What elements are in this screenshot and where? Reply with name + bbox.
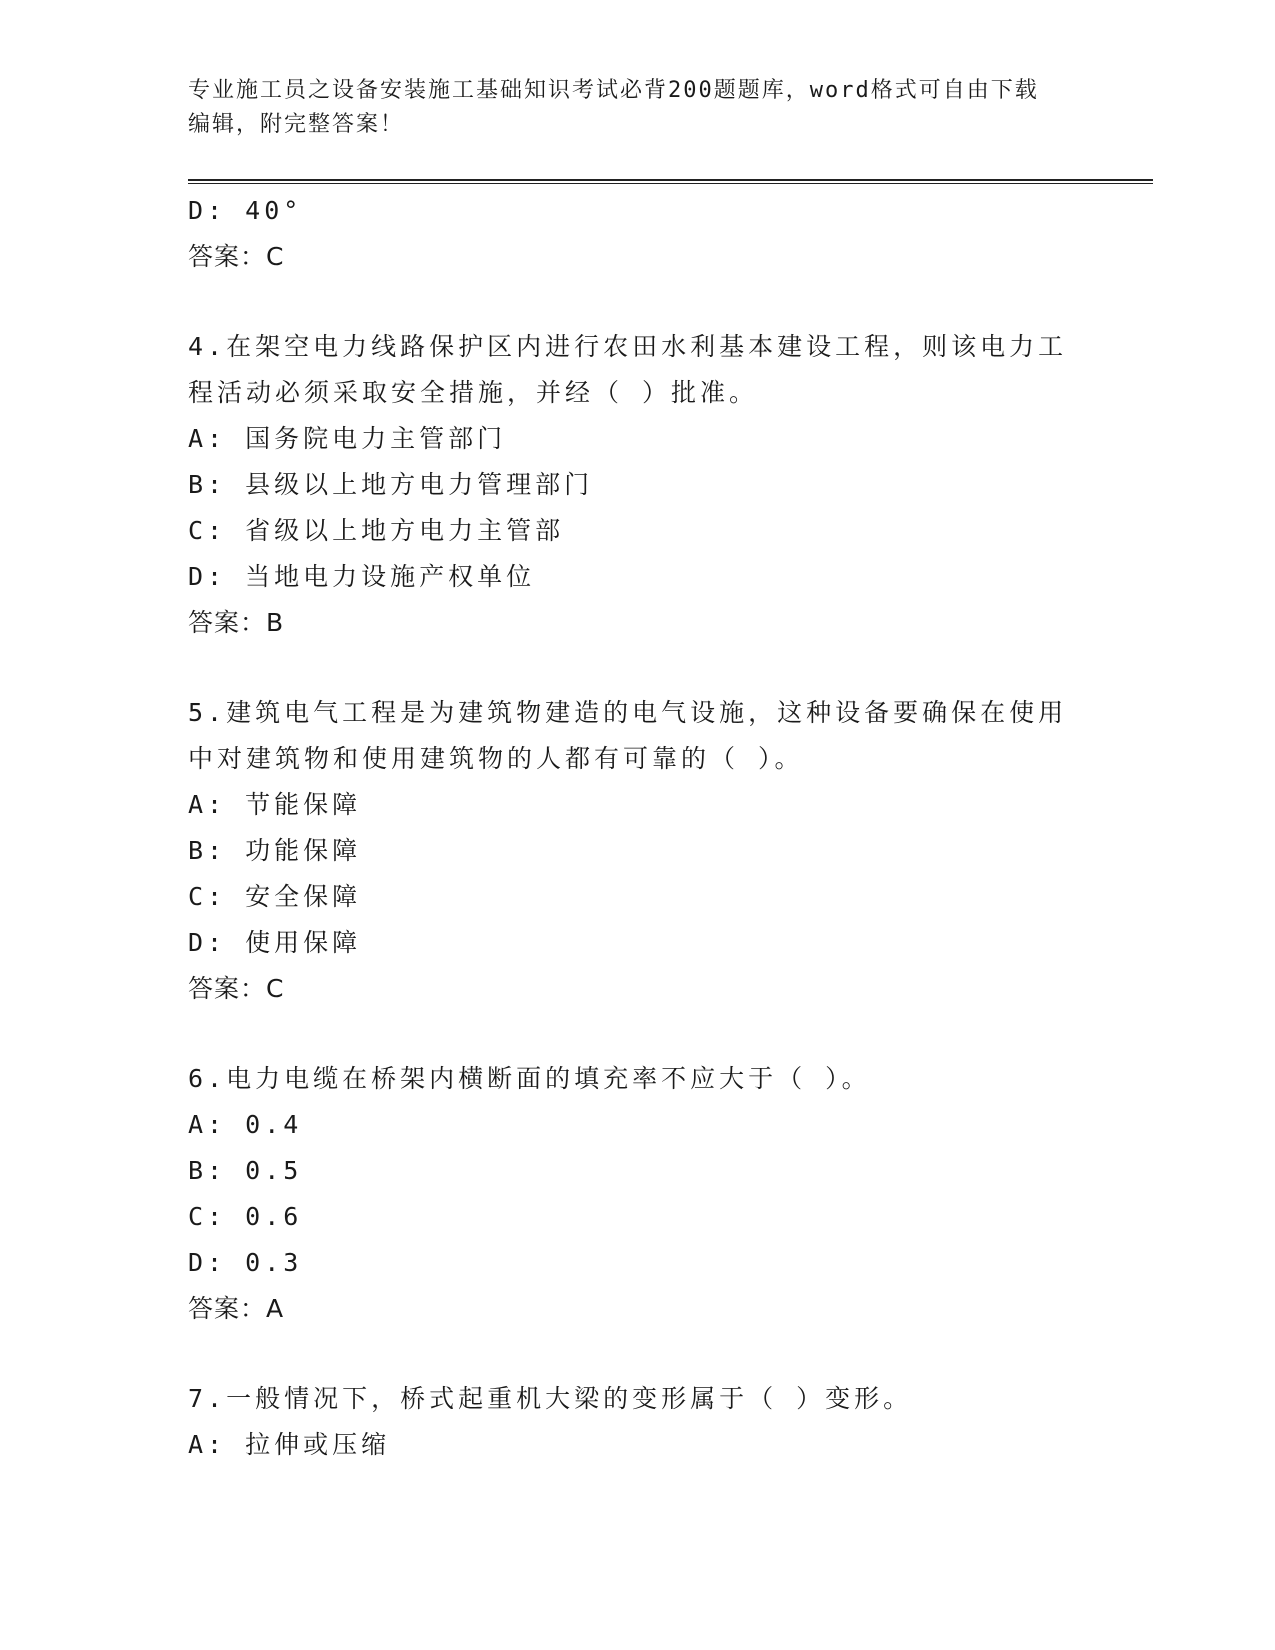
- q7-stem-line-1: 7.一般情况下，桥式起重机大梁的变形属于（ ）变形。: [188, 1384, 913, 1413]
- q5-option-c: C: 安全保障: [188, 882, 362, 911]
- q5-option-d: D: 使用保障: [188, 928, 362, 957]
- header-divider-thick: [188, 179, 1153, 181]
- q5-stem-line-1: 5.建筑电气工程是为建筑物建造的电气设施，这种设备要确保在使用: [188, 698, 1068, 727]
- question-4: [188, 324, 1088, 646]
- spacer: [188, 280, 1088, 324]
- q4-option-a: A: 国务院电力主管部门: [188, 424, 507, 453]
- q4-stem-line-1: 4.在架空电力线路保护区内进行农田水利基本建设工程，则该电力工: [188, 332, 1068, 361]
- spacer: [188, 1332, 1088, 1376]
- question-7: [188, 1376, 1088, 1468]
- header-title-line-2: 编辑，附完整答案！: [188, 112, 405, 137]
- q6-option-a: A: 0.4: [188, 1110, 303, 1139]
- q4-option-b: B: 县级以上地方电力管理部门: [188, 470, 594, 499]
- header-divider-thin: [188, 183, 1153, 184]
- question-6: [188, 1056, 1088, 1332]
- q7-option-a: A: 拉伸或压缩: [188, 1430, 391, 1459]
- q6-option-d: D: 0.3: [188, 1248, 303, 1277]
- q4-answer: 答案：B: [188, 608, 285, 637]
- header-title-line-1: 专业施工员之设备安装施工基础知识考试必背200题题库，word格式可自由下载: [188, 78, 1039, 103]
- question-5: [188, 690, 1088, 1012]
- q5-stem-line-2: 中对建筑物和使用建筑物的人都有可靠的（ ）。: [188, 744, 804, 773]
- q5-answer: 答案：C: [188, 974, 285, 1003]
- q3-answer: 答案：C: [188, 242, 285, 271]
- q4-option-d: D: 当地电力设施产权单位: [188, 562, 536, 591]
- q6-stem-line-1: 6.电力电缆在桥架内横断面的填充率不应大于（ ）。: [188, 1064, 871, 1093]
- question-list: [188, 188, 1088, 1468]
- question-3-tail: [188, 188, 1088, 280]
- q3-option-d: D: 40°: [188, 196, 303, 225]
- q4-option-c: C: 省级以上地方电力主管部: [188, 516, 565, 545]
- q6-option-c: C: 0.6: [188, 1202, 303, 1231]
- spacer: [188, 1012, 1088, 1056]
- q5-option-a: A: 节能保障: [188, 790, 362, 819]
- document-header: [188, 74, 1068, 142]
- q6-answer: 答案：A: [188, 1294, 285, 1323]
- q4-stem-line-2: 程活动必须采取安全措施，并经（ ）批准。: [188, 378, 759, 407]
- q5-option-b: B: 功能保障: [188, 836, 362, 865]
- q6-option-b: B: 0.5: [188, 1156, 303, 1185]
- spacer: [188, 646, 1088, 690]
